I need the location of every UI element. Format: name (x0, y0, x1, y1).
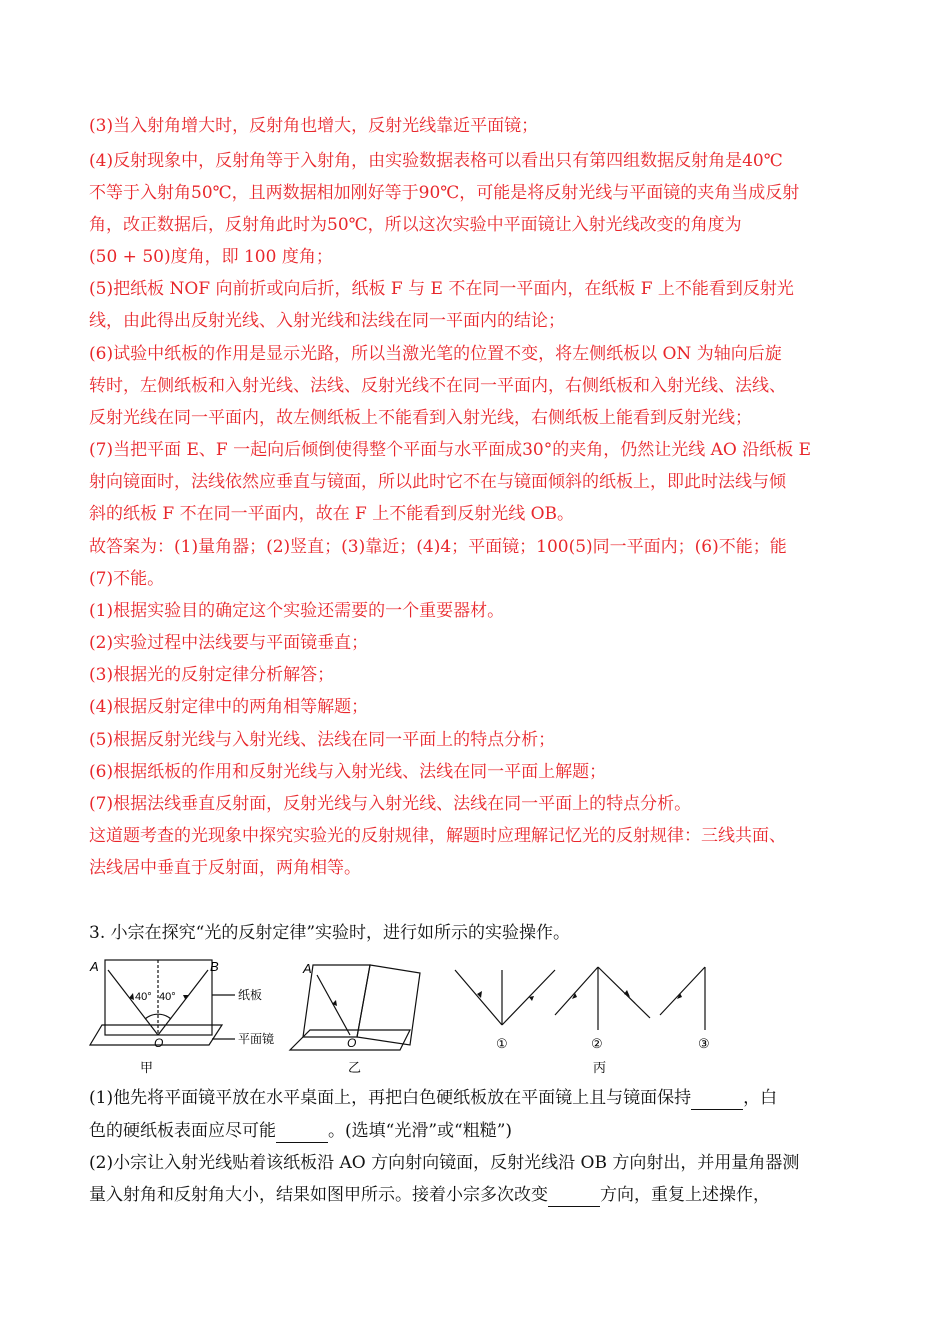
answer-line: (3)当入射角增大时，反射角也增大，反射光线靠近平面镜； (89, 116, 539, 136)
answer-line: (7)不能。 (89, 569, 165, 589)
answer-blank-3[interactable] (548, 1184, 600, 1207)
answer-line: (6)试验中纸板的作用是显示光路，所以当激光笔的位置不变，将左侧纸板以 ON 为轴向后旋 (89, 344, 782, 364)
answer-line: (1)根据实验目的确定这个实验还需要的一个重要器材。 (89, 601, 505, 621)
incident-ray-yi (317, 975, 350, 1035)
answer-line: 斜的纸板 F 不在同一平面内，故在 F 上不能看到反射光线 OB。 (89, 504, 575, 524)
question-stem: 3. 小宗在探究“光的反射定律”实验时，进行如所示的实验操作。 (89, 923, 571, 943)
label-o-yi: O (347, 1036, 357, 1050)
q2-text-c: 方向，重复上述操作， (600, 1185, 770, 1205)
q1-text-c: 色的硬纸板表面应尽可能 (89, 1121, 276, 1141)
caption-jia: 甲 (140, 1060, 154, 1075)
question-part-2-line-1: (2)小宗让入射光线贴着该纸板沿 AO 方向射向镜面，反射光线沿 OB 方向射出，并用量角器测 (89, 1153, 800, 1173)
ray-2-in (555, 967, 598, 1015)
label-1: ① (496, 1036, 508, 1051)
question-part-1-line-2 (89, 1120, 512, 1143)
answer-line: 故答案为：(1)量角器；(2)竖直；(3)靠近；(4)4；平面镜；100(5)同一平面内；(6)不能；能 (89, 537, 787, 557)
ray-1-in (455, 970, 502, 1025)
answer-line: (5)根据反射光线与入射光线、法线在同一平面上的特点分析； (89, 730, 556, 750)
label-mirror: 平面镜 (238, 1032, 275, 1046)
angle-left-label: 40° (135, 991, 152, 1003)
caption-yi: 乙 (348, 1060, 362, 1075)
answer-line: (50 + 50)度角，即 100 度角； (89, 247, 333, 267)
question-part-1-line-1 (89, 1087, 777, 1110)
ray-3-in (660, 967, 705, 1015)
caption-bing: 丙 (593, 1060, 607, 1075)
answer-line: 射向镜面时，法线依然应垂直与镜面，所以此时它不在与镜面倾斜的纸板上，即此时法线与倾 (89, 472, 786, 492)
q1-text-b: ，白 (743, 1088, 778, 1108)
q1-text-d: 。(选填“光滑”或“粗糙”) (328, 1121, 513, 1141)
answer-line: (4)反射现象中，反射角等于入射角，由实验数据表格可以看出只有第四组数据反射角是40℃ (89, 151, 783, 171)
board-yi-right (357, 965, 420, 1045)
answer-line: 这道题考查的光现象中探究实验光的反射规律，解题时应理解记忆光的反射规律：三线共面、 (89, 826, 786, 846)
label-b-jia: B (210, 959, 219, 974)
answer-line: 不等于入射角50℃，且两数据相加刚好等于90℃，可能是将反射光线与平面镜的夹角当成反射 (89, 183, 800, 203)
answer-line: 线，由此得出反射光线、入射光线和法线在同一平面内的结论； (89, 311, 565, 331)
ray-2-out (598, 967, 650, 1018)
label-o-jia: O (154, 1036, 164, 1050)
answer-blank-2[interactable] (276, 1120, 328, 1143)
q2-text-b: 量入射角和反射角大小，结果如图甲所示。接着小宗多次改变 (89, 1185, 548, 1205)
label-3: ③ (698, 1036, 710, 1051)
answer-line: (3)根据光的反射定律分析解答； (89, 665, 335, 685)
answer-line: 反射光线在同一平面内，故左侧纸板上不能看到入射光线，右侧纸板上能看到反射光线； (89, 408, 752, 428)
q1-text-a: (1)他先将平面镜平放在水平桌面上，再把白色硬纸板放在平面镜上且与镜面保持 (89, 1088, 692, 1108)
angle-right-label: 40° (159, 991, 176, 1003)
question-part-2-line-2 (89, 1184, 770, 1207)
answer-line: 转时，左侧纸板和入射光线、法线、反射光线不在同一平面内，右侧纸板和入射光线、法线、 (89, 376, 786, 396)
answer-line: 角，改正数据后，反射角此时为50℃，所以这次实验中平面镜让入射光线改变的角度为 (89, 215, 742, 235)
figure-bing (455, 967, 705, 1030)
board-yi-left (303, 965, 370, 1037)
answer-line: (2)实验过程中法线要与平面镜垂直； (89, 633, 369, 653)
answer-line: (5)把纸板 NOF 向前折或向后折，纸板 F 与 E 不在同一平面内，在纸板 F 上不能看到反射光 (89, 279, 794, 299)
ray-1-out (502, 970, 555, 1025)
label-board: 纸板 (238, 988, 263, 1002)
experiment-figure (85, 955, 725, 1080)
answer-line: (6)根据纸板的作用和反射光线与入射光线、法线在同一平面上解题； (89, 762, 607, 782)
label-a-yi: A (303, 961, 312, 976)
answer-line: (7)当把平面 E、F 一起向后倾倒使得整个平面与水平面成30°的夹角，仍然让光线 AO 沿纸板 E (89, 440, 812, 460)
answer-line: 法线居中垂直于反射面，两角相等。 (89, 858, 361, 878)
answer-blank-1[interactable] (691, 1087, 743, 1110)
label-2: ② (591, 1036, 603, 1051)
label-a-jia: A (90, 959, 99, 974)
answer-line: (4)根据反射定律中的两角相等解题； (89, 697, 369, 717)
answer-line: (7)根据法线垂直反射面，反射光线与入射光线、法线在同一平面上的特点分析。 (89, 794, 692, 814)
